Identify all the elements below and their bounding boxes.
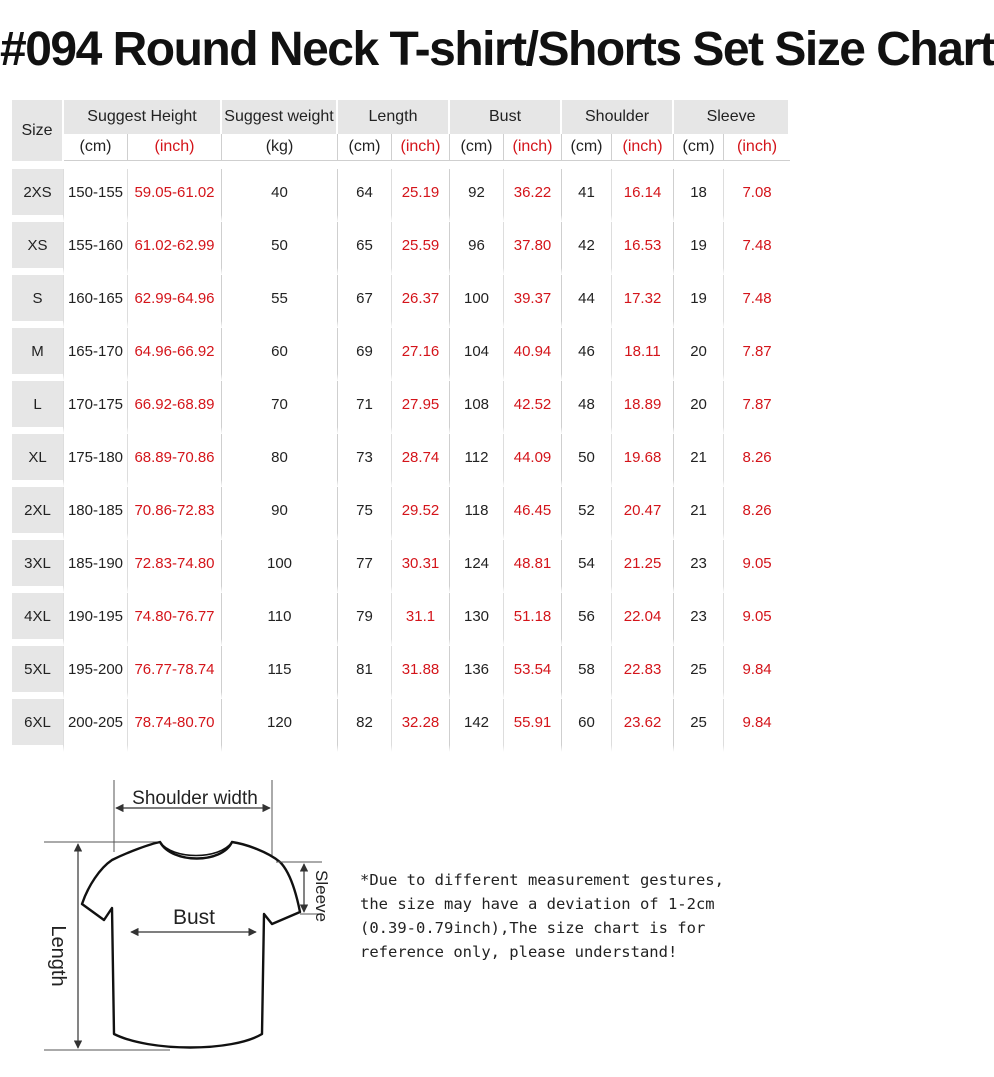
table-cell: 8.26 [724,487,790,540]
table-cell: 165-170 [64,328,128,381]
table-cell: 36.22 [504,169,562,222]
table-cell: 19.68 [612,434,674,487]
table-cell: 69 [338,328,392,381]
table-cell: 56 [562,593,612,646]
table-cell: 72.83-74.80 [128,540,222,593]
table-cell: 150-155 [64,169,128,222]
unit-header: (cm) [338,134,392,161]
table-cell: 64.96-66.92 [128,328,222,381]
table-cell: 25 [674,646,724,699]
table-cell: 21.25 [612,540,674,593]
group-header-shoulder: Shoulder [562,100,674,134]
table-cell: 59.05-61.02 [128,169,222,222]
table-cell: 53.54 [504,646,562,699]
table-cell: 18.11 [612,328,674,381]
table-cell: 66.92-68.89 [128,381,222,434]
table-cell: 27.95 [392,381,450,434]
size-cell: 4XL [12,593,64,646]
group-header-height: Suggest Height [64,100,222,134]
unit-header: (inch) [724,134,790,161]
table-cell: 31.88 [392,646,450,699]
table-cell: 20 [674,328,724,381]
table-cell: 37.80 [504,222,562,275]
table-cell: 71 [338,381,392,434]
table-cell: 70 [222,381,338,434]
table-cell: 50 [562,434,612,487]
page-title: #094 Round Neck T-shirt/Shorts Set Size Chart [0,23,994,76]
table-cell: 7.48 [724,275,790,328]
table-cell: 175-180 [64,434,128,487]
header-row-groups [12,100,790,134]
table-cell: 21 [674,487,724,540]
table-cell: 20 [674,381,724,434]
unit-header: (inch) [128,134,222,161]
table-cell: 20.47 [612,487,674,540]
table-cell: 64 [338,169,392,222]
table-cell: 75 [338,487,392,540]
table-cell: 50 [222,222,338,275]
table-cell: 55.91 [504,699,562,752]
size-cell: M [12,328,64,381]
header-row-units [12,134,790,161]
table-cell: 8.26 [724,434,790,487]
size-cell: XS [12,222,64,275]
size-header: Size [12,100,64,161]
table-cell: 142 [450,699,504,752]
table-row [12,540,790,593]
table-cell: 190-195 [64,593,128,646]
table-cell: 46 [562,328,612,381]
note-line: (0.39-0.79inch),The size chart is for [360,919,706,937]
table-cell: 21 [674,434,724,487]
table-cell: 22.83 [612,646,674,699]
table-cell: 79 [338,593,392,646]
table-cell: 77 [338,540,392,593]
table-row [12,487,790,540]
table-cell: 54 [562,540,612,593]
table-cell: 62.99-64.96 [128,275,222,328]
table-cell: 30.31 [392,540,450,593]
table-cell: 124 [450,540,504,593]
size-cell: 2XL [12,487,64,540]
table-cell: 55 [222,275,338,328]
table-cell: 200-205 [64,699,128,752]
table-cell: 16.53 [612,222,674,275]
table-cell: 25.19 [392,169,450,222]
table-cell: 22.04 [612,593,674,646]
unit-header: (inch) [504,134,562,161]
table-row [12,434,790,487]
table-cell: 160-165 [64,275,128,328]
size-cell: 5XL [12,646,64,699]
table-cell: 90 [222,487,338,540]
table-row [12,328,790,381]
shoulder-width-label: Shoulder width [132,788,258,809]
table-cell: 18 [674,169,724,222]
unit-header: (cm) [562,134,612,161]
table-cell: 44.09 [504,434,562,487]
table-cell: 76.77-78.74 [128,646,222,699]
table-cell: 25.59 [392,222,450,275]
table-cell: 7.87 [724,328,790,381]
sleeve-label: Sleeve [312,870,331,922]
table-cell: 155-160 [64,222,128,275]
note-line: *Due to different measurement gestures, [360,871,724,889]
table-cell: 100 [450,275,504,328]
table-cell: 108 [450,381,504,434]
table-cell: 17.32 [612,275,674,328]
table-cell: 29.52 [392,487,450,540]
size-chart-table [12,100,790,752]
table-cell: 9.05 [724,540,790,593]
size-cell: 6XL [12,699,64,752]
table-cell: 40 [222,169,338,222]
size-cell: 3XL [12,540,64,593]
table-row [12,699,790,752]
table-cell: 42.52 [504,381,562,434]
table-cell: 9.05 [724,593,790,646]
table-cell: 23.62 [612,699,674,752]
unit-header: (inch) [392,134,450,161]
tshirt-icon [82,842,300,1048]
table-cell: 68.89-70.86 [128,434,222,487]
table-cell: 115 [222,646,338,699]
table-cell: 81 [338,646,392,699]
table-cell: 26.37 [392,275,450,328]
measurement-diagram [0,760,360,1072]
length-label: Length [47,925,69,987]
table-row [12,222,790,275]
table-cell: 40.94 [504,328,562,381]
table-cell: 16.14 [612,169,674,222]
table-cell: 25 [674,699,724,752]
table-cell: 23 [674,540,724,593]
table-row [12,593,790,646]
table-cell: 28.74 [392,434,450,487]
table-cell: 39.37 [504,275,562,328]
table-cell: 23 [674,593,724,646]
table-cell: 51.18 [504,593,562,646]
table-row [12,169,790,222]
note-line: the size may have a deviation of 1-2cm [360,895,715,913]
table-cell: 60 [562,699,612,752]
table-body [12,169,790,752]
table-cell: 44 [562,275,612,328]
group-header-weight: Suggest weight [222,100,338,134]
table-cell: 110 [222,593,338,646]
group-header-length: Length [338,100,450,134]
table-cell: 46.45 [504,487,562,540]
table-cell: 48.81 [504,540,562,593]
table-cell: 136 [450,646,504,699]
table-cell: 80 [222,434,338,487]
table-cell: 70.86-72.83 [128,487,222,540]
table-cell: 112 [450,434,504,487]
table-row [12,646,790,699]
unit-header: (kg) [222,134,338,161]
size-cell: S [12,275,64,328]
group-header-sleeve: Sleeve [674,100,790,134]
size-cell: XL [12,434,64,487]
table-cell: 7.87 [724,381,790,434]
table-cell: 92 [450,169,504,222]
table-cell: 180-185 [64,487,128,540]
table-cell: 61.02-62.99 [128,222,222,275]
table-row [12,275,790,328]
table-cell: 73 [338,434,392,487]
tshirt-diagram [0,760,360,1072]
table-cell: 7.08 [724,169,790,222]
table-cell: 58 [562,646,612,699]
table-cell: 52 [562,487,612,540]
size-cell: 2XS [12,169,64,222]
table-cell: 7.48 [724,222,790,275]
unit-header: (cm) [450,134,504,161]
table-cell: 185-190 [64,540,128,593]
table-cell: 19 [674,222,724,275]
table-cell: 18.89 [612,381,674,434]
table-cell: 170-175 [64,381,128,434]
bust-label: Bust [172,906,216,929]
table-cell: 130 [450,593,504,646]
table-cell: 67 [338,275,392,328]
note-line: reference only, please understand! [360,943,678,961]
table-row [12,381,790,434]
table-cell: 9.84 [724,646,790,699]
table-cell: 74.80-76.77 [128,593,222,646]
size-cell: L [12,381,64,434]
table-cell: 120 [222,699,338,752]
table-cell: 31.1 [392,593,450,646]
table-cell: 19 [674,275,724,328]
table-cell: 104 [450,328,504,381]
table-cell: 65 [338,222,392,275]
unit-header: (cm) [674,134,724,161]
table-cell: 100 [222,540,338,593]
unit-header: (cm) [64,134,128,161]
group-header-bust: Bust [450,100,562,134]
table-cell: 42 [562,222,612,275]
table-cell: 118 [450,487,504,540]
table-cell: 96 [450,222,504,275]
size-note [360,868,780,964]
table-cell: 27.16 [392,328,450,381]
table-cell: 195-200 [64,646,128,699]
table-cell: 60 [222,328,338,381]
unit-header: (inch) [612,134,674,161]
table-cell: 78.74-80.70 [128,699,222,752]
table-cell: 82 [338,699,392,752]
table-cell: 41 [562,169,612,222]
table-cell: 32.28 [392,699,450,752]
table-cell: 48 [562,381,612,434]
table-cell: 9.84 [724,699,790,752]
